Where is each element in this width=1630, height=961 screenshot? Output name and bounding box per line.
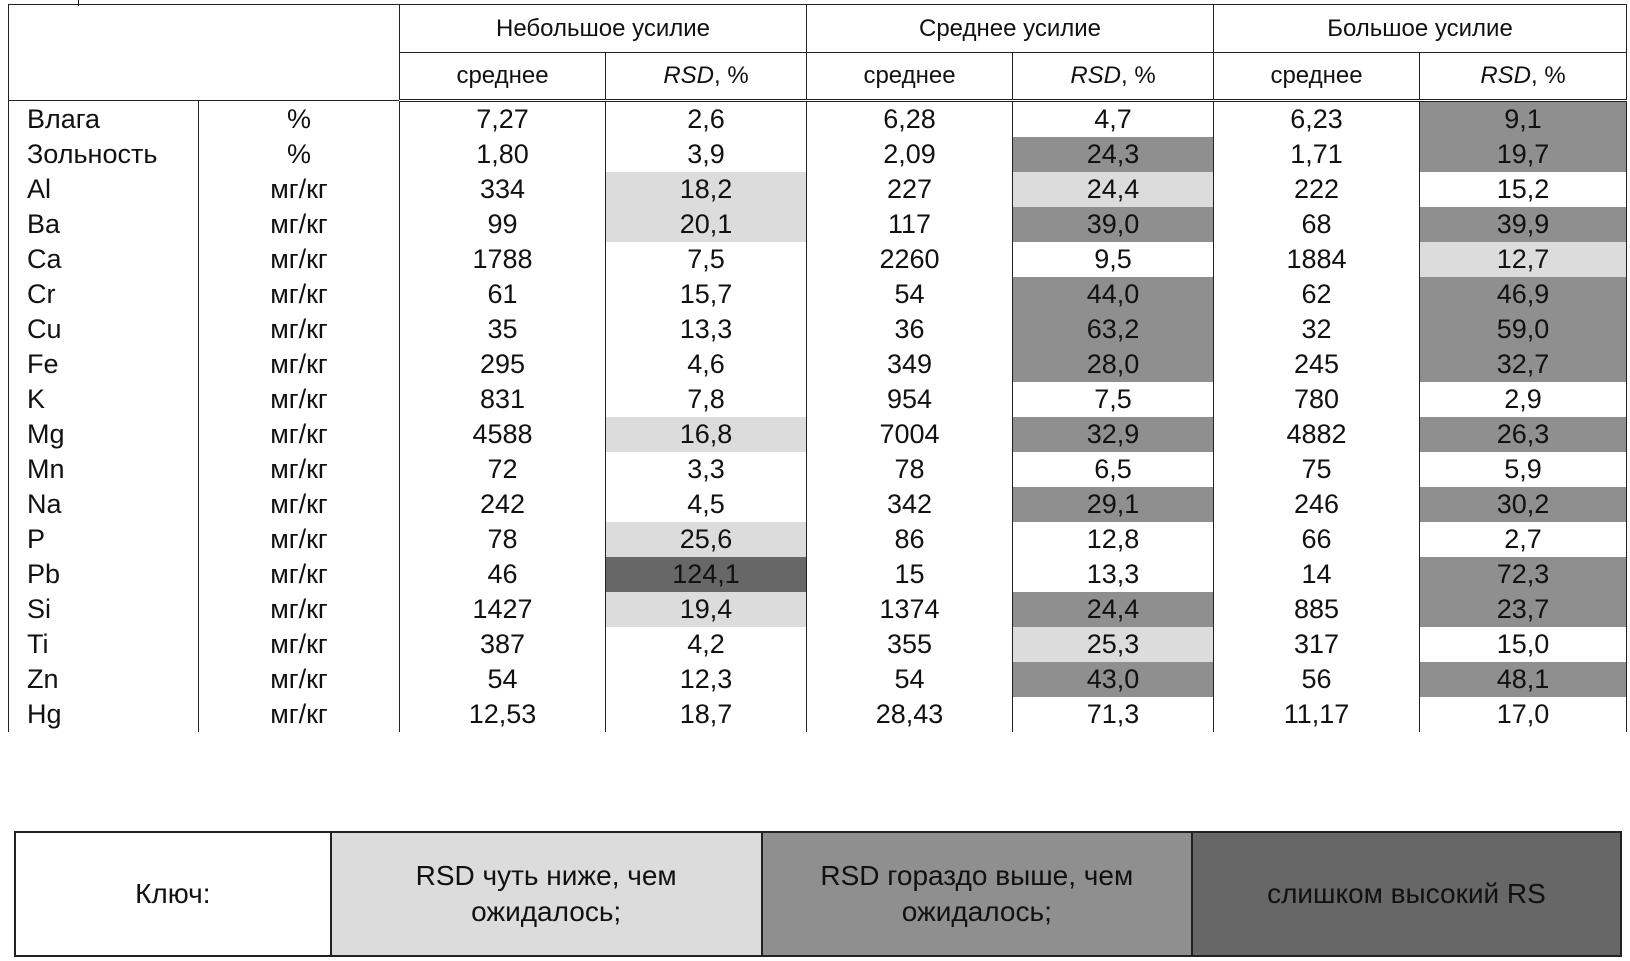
key-light-rsd-slightly-lower: RSD чуть ниже, чем ожидалось;	[331, 832, 762, 956]
rsd-value-cell: 124,1	[606, 557, 807, 592]
subheader-mean: среднее	[1214, 53, 1420, 101]
mean-value-cell: 342	[807, 487, 1013, 522]
mean-value-cell: 954	[807, 382, 1013, 417]
mean-value-cell: 1374	[807, 592, 1013, 627]
rsd-value-cell: 28,0	[1013, 347, 1214, 382]
table-row	[9, 452, 1627, 487]
mean-value-cell: 1884	[1214, 242, 1420, 277]
row-unit: мг/кг	[199, 277, 400, 312]
subheader-rsd: RSD, %	[1013, 53, 1214, 101]
rsd-value-cell: 2,6	[606, 101, 807, 138]
table-row	[9, 207, 1627, 242]
row-parameter-name: Ca	[9, 242, 199, 277]
mean-value-cell: 78	[807, 452, 1013, 487]
table-row	[9, 277, 1627, 312]
mean-value-cell: 4588	[400, 417, 606, 452]
row-parameter-name: Fe	[9, 347, 199, 382]
mean-value-cell: 1788	[400, 242, 606, 277]
mean-value-cell: 75	[1214, 452, 1420, 487]
row-parameter-name: Pb	[9, 557, 199, 592]
table-row	[9, 382, 1627, 417]
mean-value-cell: 86	[807, 522, 1013, 557]
rsd-value-cell: 6,5	[1013, 452, 1214, 487]
rsd-value-cell: 24,3	[1013, 137, 1214, 172]
mean-value-cell: 1,71	[1214, 137, 1420, 172]
key-medium-rsd-much-higher: RSD гораздо выше, чем ожидалось;	[762, 832, 1192, 956]
rsd-value-cell: 29,1	[1013, 487, 1214, 522]
mean-value-cell: 66	[1214, 522, 1420, 557]
mean-value-cell: 6,28	[807, 101, 1013, 138]
rsd-value-cell: 43,0	[1013, 662, 1214, 697]
mean-value-cell: 72	[400, 452, 606, 487]
row-unit: мг/кг	[199, 662, 400, 697]
mean-value-cell: 6,23	[1214, 101, 1420, 138]
rsd-value-cell: 39,0	[1013, 207, 1214, 242]
row-parameter-name: Zn	[9, 662, 199, 697]
rsd-value-cell: 59,0	[1420, 312, 1627, 347]
rsd-value-cell: 48,1	[1420, 662, 1627, 697]
mean-value-cell: 227	[807, 172, 1013, 207]
rsd-value-cell: 44,0	[1013, 277, 1214, 312]
mean-value-cell: 2,09	[807, 137, 1013, 172]
mean-value-cell: 99	[400, 207, 606, 242]
rsd-value-cell: 7,8	[606, 382, 807, 417]
mean-value-cell: 349	[807, 347, 1013, 382]
key-label: Ключ:	[15, 832, 331, 956]
table-row	[9, 557, 1627, 592]
rsd-value-cell: 4,5	[606, 487, 807, 522]
rsd-value-cell: 39,9	[1420, 207, 1627, 242]
mean-value-cell: 2260	[807, 242, 1013, 277]
row-unit: мг/кг	[199, 382, 400, 417]
mean-value-cell: 54	[807, 277, 1013, 312]
rsd-value-cell: 19,4	[606, 592, 807, 627]
rsd-value-cell: 46,9	[1420, 277, 1627, 312]
row-parameter-name: Hg	[9, 697, 199, 732]
rsd-value-cell: 15,2	[1420, 172, 1627, 207]
table-row	[9, 137, 1627, 172]
table-row	[9, 417, 1627, 452]
mean-value-cell: 32	[1214, 312, 1420, 347]
row-parameter-name: Ti	[9, 627, 199, 662]
mean-value-cell: 246	[1214, 487, 1420, 522]
row-parameter-name: Зольность	[9, 137, 199, 172]
table-row	[9, 592, 1627, 627]
rsd-value-cell: 3,9	[606, 137, 807, 172]
rsd-value-cell: 26,3	[1420, 417, 1627, 452]
key-dark-rsd-too-high: слишком высокий RS	[1192, 832, 1621, 956]
table-row	[9, 242, 1627, 277]
table-row	[9, 697, 1627, 732]
table-row	[9, 662, 1627, 697]
subheader-rsd: RSD, %	[1420, 53, 1627, 101]
row-parameter-name: Mn	[9, 452, 199, 487]
mean-value-cell: 317	[1214, 627, 1420, 662]
mean-value-cell: 355	[807, 627, 1013, 662]
mean-value-cell: 1427	[400, 592, 606, 627]
mean-value-cell: 831	[400, 382, 606, 417]
row-parameter-name: P	[9, 522, 199, 557]
table-row	[9, 172, 1627, 207]
row-unit: мг/кг	[199, 697, 400, 732]
rsd-value-cell: 4,7	[1013, 101, 1214, 138]
rsd-value-cell: 3,3	[606, 452, 807, 487]
mean-value-cell: 14	[1214, 557, 1420, 592]
rsd-value-cell: 4,2	[606, 627, 807, 662]
group-header-small-effort: Небольшое усилие	[400, 5, 807, 53]
mean-value-cell: 885	[1214, 592, 1420, 627]
row-parameter-name: Cu	[9, 312, 199, 347]
row-unit: мг/кг	[199, 207, 400, 242]
results-table	[8, 4, 1627, 732]
rsd-value-cell: 2,7	[1420, 522, 1627, 557]
row-unit: мг/кг	[199, 312, 400, 347]
rsd-value-cell: 30,2	[1420, 487, 1627, 522]
mean-value-cell: 222	[1214, 172, 1420, 207]
mean-value-cell: 7,27	[400, 101, 606, 138]
rsd-value-cell: 12,8	[1013, 522, 1214, 557]
rsd-value-cell: 72,3	[1420, 557, 1627, 592]
subheader-mean: среднее	[400, 53, 606, 101]
row-unit: %	[199, 137, 400, 172]
row-parameter-name: Влага	[9, 101, 199, 138]
row-parameter-name: Si	[9, 592, 199, 627]
row-unit: мг/кг	[199, 417, 400, 452]
mean-value-cell: 62	[1214, 277, 1420, 312]
rsd-value-cell: 63,2	[1013, 312, 1214, 347]
rsd-value-cell: 7,5	[606, 242, 807, 277]
table-row	[9, 487, 1627, 522]
subheader-mean: среднее	[807, 53, 1013, 101]
mean-value-cell: 54	[807, 662, 1013, 697]
mean-value-cell: 4882	[1214, 417, 1420, 452]
rsd-value-cell: 32,9	[1013, 417, 1214, 452]
row-unit: мг/кг	[199, 557, 400, 592]
rsd-value-cell: 9,5	[1013, 242, 1214, 277]
table-row	[9, 312, 1627, 347]
rsd-value-cell: 16,8	[606, 417, 807, 452]
row-unit: мг/кг	[199, 487, 400, 522]
rsd-value-cell: 25,3	[1013, 627, 1214, 662]
mean-value-cell: 245	[1214, 347, 1420, 382]
rsd-value-cell: 12,7	[1420, 242, 1627, 277]
rsd-value-cell: 24,4	[1013, 592, 1214, 627]
row-unit: %	[199, 101, 400, 138]
mean-value-cell: 28,43	[807, 697, 1013, 732]
mean-value-cell: 387	[400, 627, 606, 662]
rsd-value-cell: 20,1	[606, 207, 807, 242]
table-header	[9, 5, 1627, 101]
mean-value-cell: 35	[400, 312, 606, 347]
mean-value-cell: 15	[807, 557, 1013, 592]
table-row	[9, 627, 1627, 662]
mean-value-cell: 1,80	[400, 137, 606, 172]
mean-value-cell: 242	[400, 487, 606, 522]
mean-value-cell: 12,53	[400, 697, 606, 732]
subheader-rsd: RSD, %	[606, 53, 807, 101]
row-parameter-name: Mg	[9, 417, 199, 452]
rsd-value-cell: 18,7	[606, 697, 807, 732]
rsd-value-cell: 4,6	[606, 347, 807, 382]
table-row	[9, 522, 1627, 557]
rsd-value-cell: 15,0	[1420, 627, 1627, 662]
mean-value-cell: 46	[400, 557, 606, 592]
rsd-value-cell: 23,7	[1420, 592, 1627, 627]
group-header-large-effort: Большое усилие	[1214, 5, 1627, 53]
mean-value-cell: 61	[400, 277, 606, 312]
rsd-value-cell: 2,9	[1420, 382, 1627, 417]
rsd-value-cell: 32,7	[1420, 347, 1627, 382]
rsd-value-cell: 18,2	[606, 172, 807, 207]
mean-value-cell: 295	[400, 347, 606, 382]
row-unit: мг/кг	[199, 172, 400, 207]
mean-value-cell: 7004	[807, 417, 1013, 452]
group-header-medium-effort: Среднее усилие	[807, 5, 1214, 53]
row-unit: мг/кг	[199, 242, 400, 277]
rsd-value-cell: 13,3	[1013, 557, 1214, 592]
mean-value-cell: 78	[400, 522, 606, 557]
mean-value-cell: 36	[807, 312, 1013, 347]
rsd-value-cell: 19,7	[1420, 137, 1627, 172]
row-parameter-name: Al	[9, 172, 199, 207]
rsd-value-cell: 7,5	[1013, 382, 1214, 417]
mean-value-cell: 54	[400, 662, 606, 697]
row-parameter-name: Cr	[9, 277, 199, 312]
rsd-value-cell: 9,1	[1420, 101, 1627, 138]
row-parameter-name: Ba	[9, 207, 199, 242]
table-body	[9, 101, 1627, 733]
row-unit: мг/кг	[199, 452, 400, 487]
header-corner-cell	[9, 5, 400, 101]
rsd-value-cell: 25,6	[606, 522, 807, 557]
table-row	[9, 101, 1627, 138]
mean-value-cell: 11,17	[1214, 697, 1420, 732]
row-unit: мг/кг	[199, 627, 400, 662]
row-parameter-name: Na	[9, 487, 199, 522]
rsd-value-cell: 13,3	[606, 312, 807, 347]
rsd-value-cell: 12,3	[606, 662, 807, 697]
rsd-value-cell: 5,9	[1420, 452, 1627, 487]
rsd-value-cell: 71,3	[1013, 697, 1214, 732]
row-unit: мг/кг	[199, 592, 400, 627]
row-parameter-name: K	[9, 382, 199, 417]
row-unit: мг/кг	[199, 522, 400, 557]
rsd-value-cell: 17,0	[1420, 697, 1627, 732]
row-unit: мг/кг	[199, 347, 400, 382]
mean-value-cell: 68	[1214, 207, 1420, 242]
mean-value-cell: 117	[807, 207, 1013, 242]
rsd-value-cell: 24,4	[1013, 172, 1214, 207]
color-key	[14, 831, 1622, 957]
mean-value-cell: 56	[1214, 662, 1420, 697]
mean-value-cell: 334	[400, 172, 606, 207]
table-row	[9, 347, 1627, 382]
rsd-value-cell: 15,7	[606, 277, 807, 312]
mean-value-cell: 780	[1214, 382, 1420, 417]
